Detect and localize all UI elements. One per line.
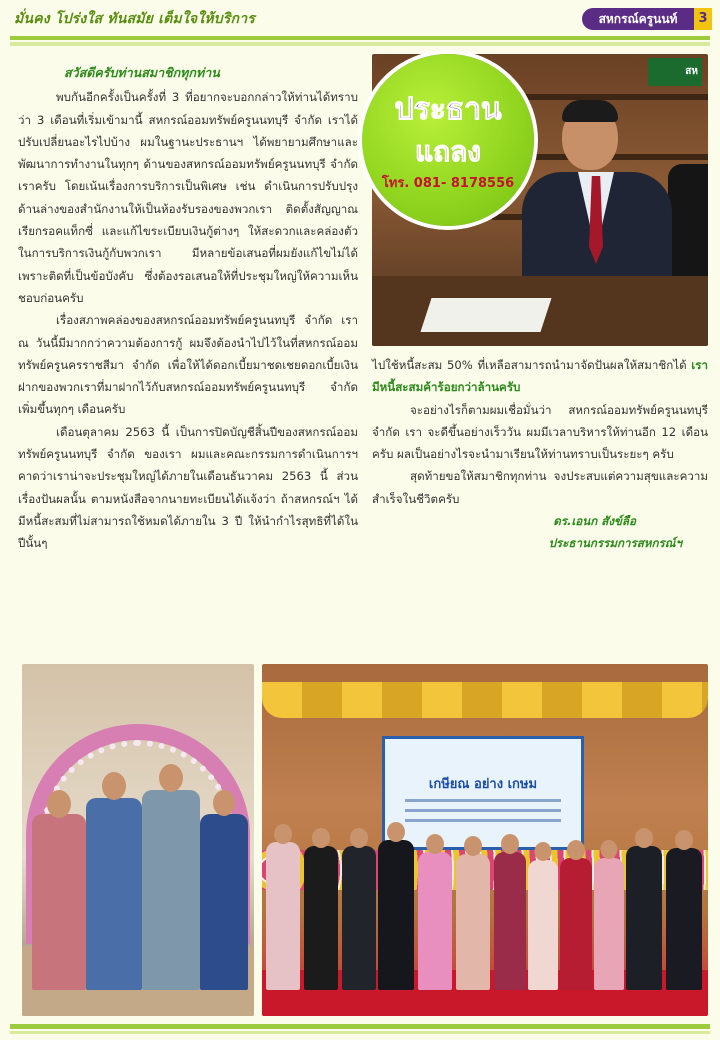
page-header — [0, 0, 720, 44]
signature-title: ประธานกรรมการสหกรณ์ฯ — [548, 536, 682, 551]
person-figure — [142, 764, 200, 990]
coop-name-badge: สหกรณ์ครูนนท์ — [582, 8, 694, 30]
article-greeting: สวัสดีครับท่านสมาชิกทุกท่าน — [64, 65, 220, 80]
person-figure — [626, 828, 662, 990]
article-paragraph — [372, 354, 708, 399]
person-figure — [528, 842, 558, 990]
president-phone: โทร. 081- 8178556 — [381, 176, 515, 191]
person-figure — [456, 836, 490, 990]
logo-board-text: สห — [685, 66, 698, 77]
article-paragraph: เรื่องสภาพคล่องของสหกรณ์ออมทรัพย์ครูนนทบุรี จำกัด เรา ณ วันนี้มีมากกว่าความต้องการกู้ ผมจึงต้องนำไปไว้ในที่สหกรณ์ออมทรัพย์ครูนครราชสีมา จำกัด เพื่อให้ได้ดอกเบี้ยมาชดเชยดอกเบี้ยเงินฝากของพวกเราที่มาฝากไว้กับสหกรณ์ออมทรัพย์ครูนนทบุรี จำกัด เพิ่มขึ้นทุกๆ เดือนครับ — [18, 313, 358, 417]
person-figure — [378, 822, 414, 990]
article-paragraph: จะอย่างไรก็ตามผมเชื่อมั่นว่า สหกรณ์ออมทรัพย์ครูนนทบุรี จำกัด เรา จะดีขึ้นอย่างเร็ววัน ผมมีเวลาบริหารให้ท่านอีก 12 เดือนครับ ผลเป็นอย่างไรจะนำมาเรียนให้ท่านทราบเป็นระยะๆ ครับ — [372, 402, 708, 462]
person-figure — [494, 834, 526, 990]
header-divider — [10, 36, 710, 40]
page-number: 3 — [694, 8, 712, 30]
president-title: ประธาน — [394, 92, 502, 127]
group-photo-retirement-event — [262, 664, 708, 1016]
paragraph-text: ไปใช้หนี้สะสม 50% ที่เหลือสามารถนำมาจัดปันผลให้สมาชิกได้ — [372, 358, 692, 372]
person-figure — [418, 834, 452, 990]
desk-papers — [420, 298, 551, 332]
person-figure — [86, 772, 142, 990]
slogan: มั่นคง โปร่งใส ทันสมัย เต็มใจให้บริการ — [14, 11, 256, 27]
article-left-column — [18, 62, 358, 555]
article-paragraph: พบกันอีกครั้งเป็นครั้งที่ 3 ที่อยากจะบอกกล่าวให้ท่านได้ทราบว่า 3 เดือนที่เริ่มเข้ามานี้ สหกรณ์ออมทรัพย์ครูนนทบุรี จำกัด เราได้ปรับเปลี่ยนอะไรไปบ้าง ผมในฐานะประธานฯ ได้พยายามศึกษาและพัฒนาการทำงานในทุกๆ ด้านของสหกรณ์ออมทรัพย์ครูนนทบุรี จำกัด เราครับ โดยเน้นเรื่องการบริการเป็นพิเศษ เช่น ดำเนินการปรับปรุงด้านล่างของสำนักงานให้เป็นห้องรับรองของพวกเรา ติดตั้งสัญญาณเรียกรอคแท็กซี่ และแก้ไขระเบียบเงินกู้ต่างๆ ให้สะดวกและคล่องตัวในการบริการเงินกู้กับพวกเรา มีหลายข้อเสนอที่ผมยังแก้ไขไม่ได้เพราะติดที่เป็นข้อบังคับ ซึ่งต้องรอเสนอให้ที่ประชุมใหญ่ให้ความเห็นชอบก่อนครับ — [18, 90, 358, 305]
highlighted-debt-note: เรามีหนี้สะสมค้าร้อยกว่าล้านครับ — [372, 358, 708, 395]
person-figure — [304, 828, 338, 990]
signature-name: ดร.เอนก สังข์ลือ — [553, 514, 636, 529]
person-figure — [342, 828, 376, 990]
president-hair — [562, 100, 618, 122]
person-figure — [32, 790, 86, 990]
footer-divider-light — [10, 1031, 710, 1034]
article-paragraph: สุดท้ายขอให้สมาชิกทุกท่าน จงประสบแต่ความสุขและความสำเร็จในชีวิตครับ — [372, 469, 708, 506]
people-group — [262, 800, 708, 990]
article-paragraph: เดือนตุลาคม 2563 นี้ เป็นการปิดบัญชีสิ้นปีของสหกรณ์ออมทรัพย์ครูนนทบุรี จำกัด ของเรา ผมและคณะกรรมการดำเนินการฯ คาดว่าเราน่าจะประชุมใหญ่ได้ภายในเดือนธันวาคม 2563 นี้ ส่วนเรื่องปันผลนั้น ตามหนังสือจากนายทะเบียนได้แจ้งว่า ถ้าสหกรณ์ฯ ได้มีหนี้สะสมที่ไม่สามารถใช้หมดได้ภายใน 3 ปี ให้นำกำไรสุทธิที่ได้ในปีนั้นๆ — [18, 424, 358, 551]
person-figure — [266, 824, 300, 990]
event-screen-title: เกษียณ อย่าง เกษม — [428, 777, 538, 792]
people-group — [28, 740, 248, 990]
person-figure — [594, 840, 624, 990]
president-statement-label: แถลง — [415, 135, 481, 168]
person-figure — [560, 840, 592, 990]
person-figure — [200, 790, 248, 990]
stage-valance — [262, 682, 708, 718]
group-photo-flower-arch — [22, 664, 254, 1016]
article-right-column — [372, 354, 708, 555]
footer-divider — [10, 1024, 710, 1029]
header-divider-light — [10, 42, 710, 46]
president-card — [362, 54, 534, 226]
person-figure — [666, 830, 702, 990]
